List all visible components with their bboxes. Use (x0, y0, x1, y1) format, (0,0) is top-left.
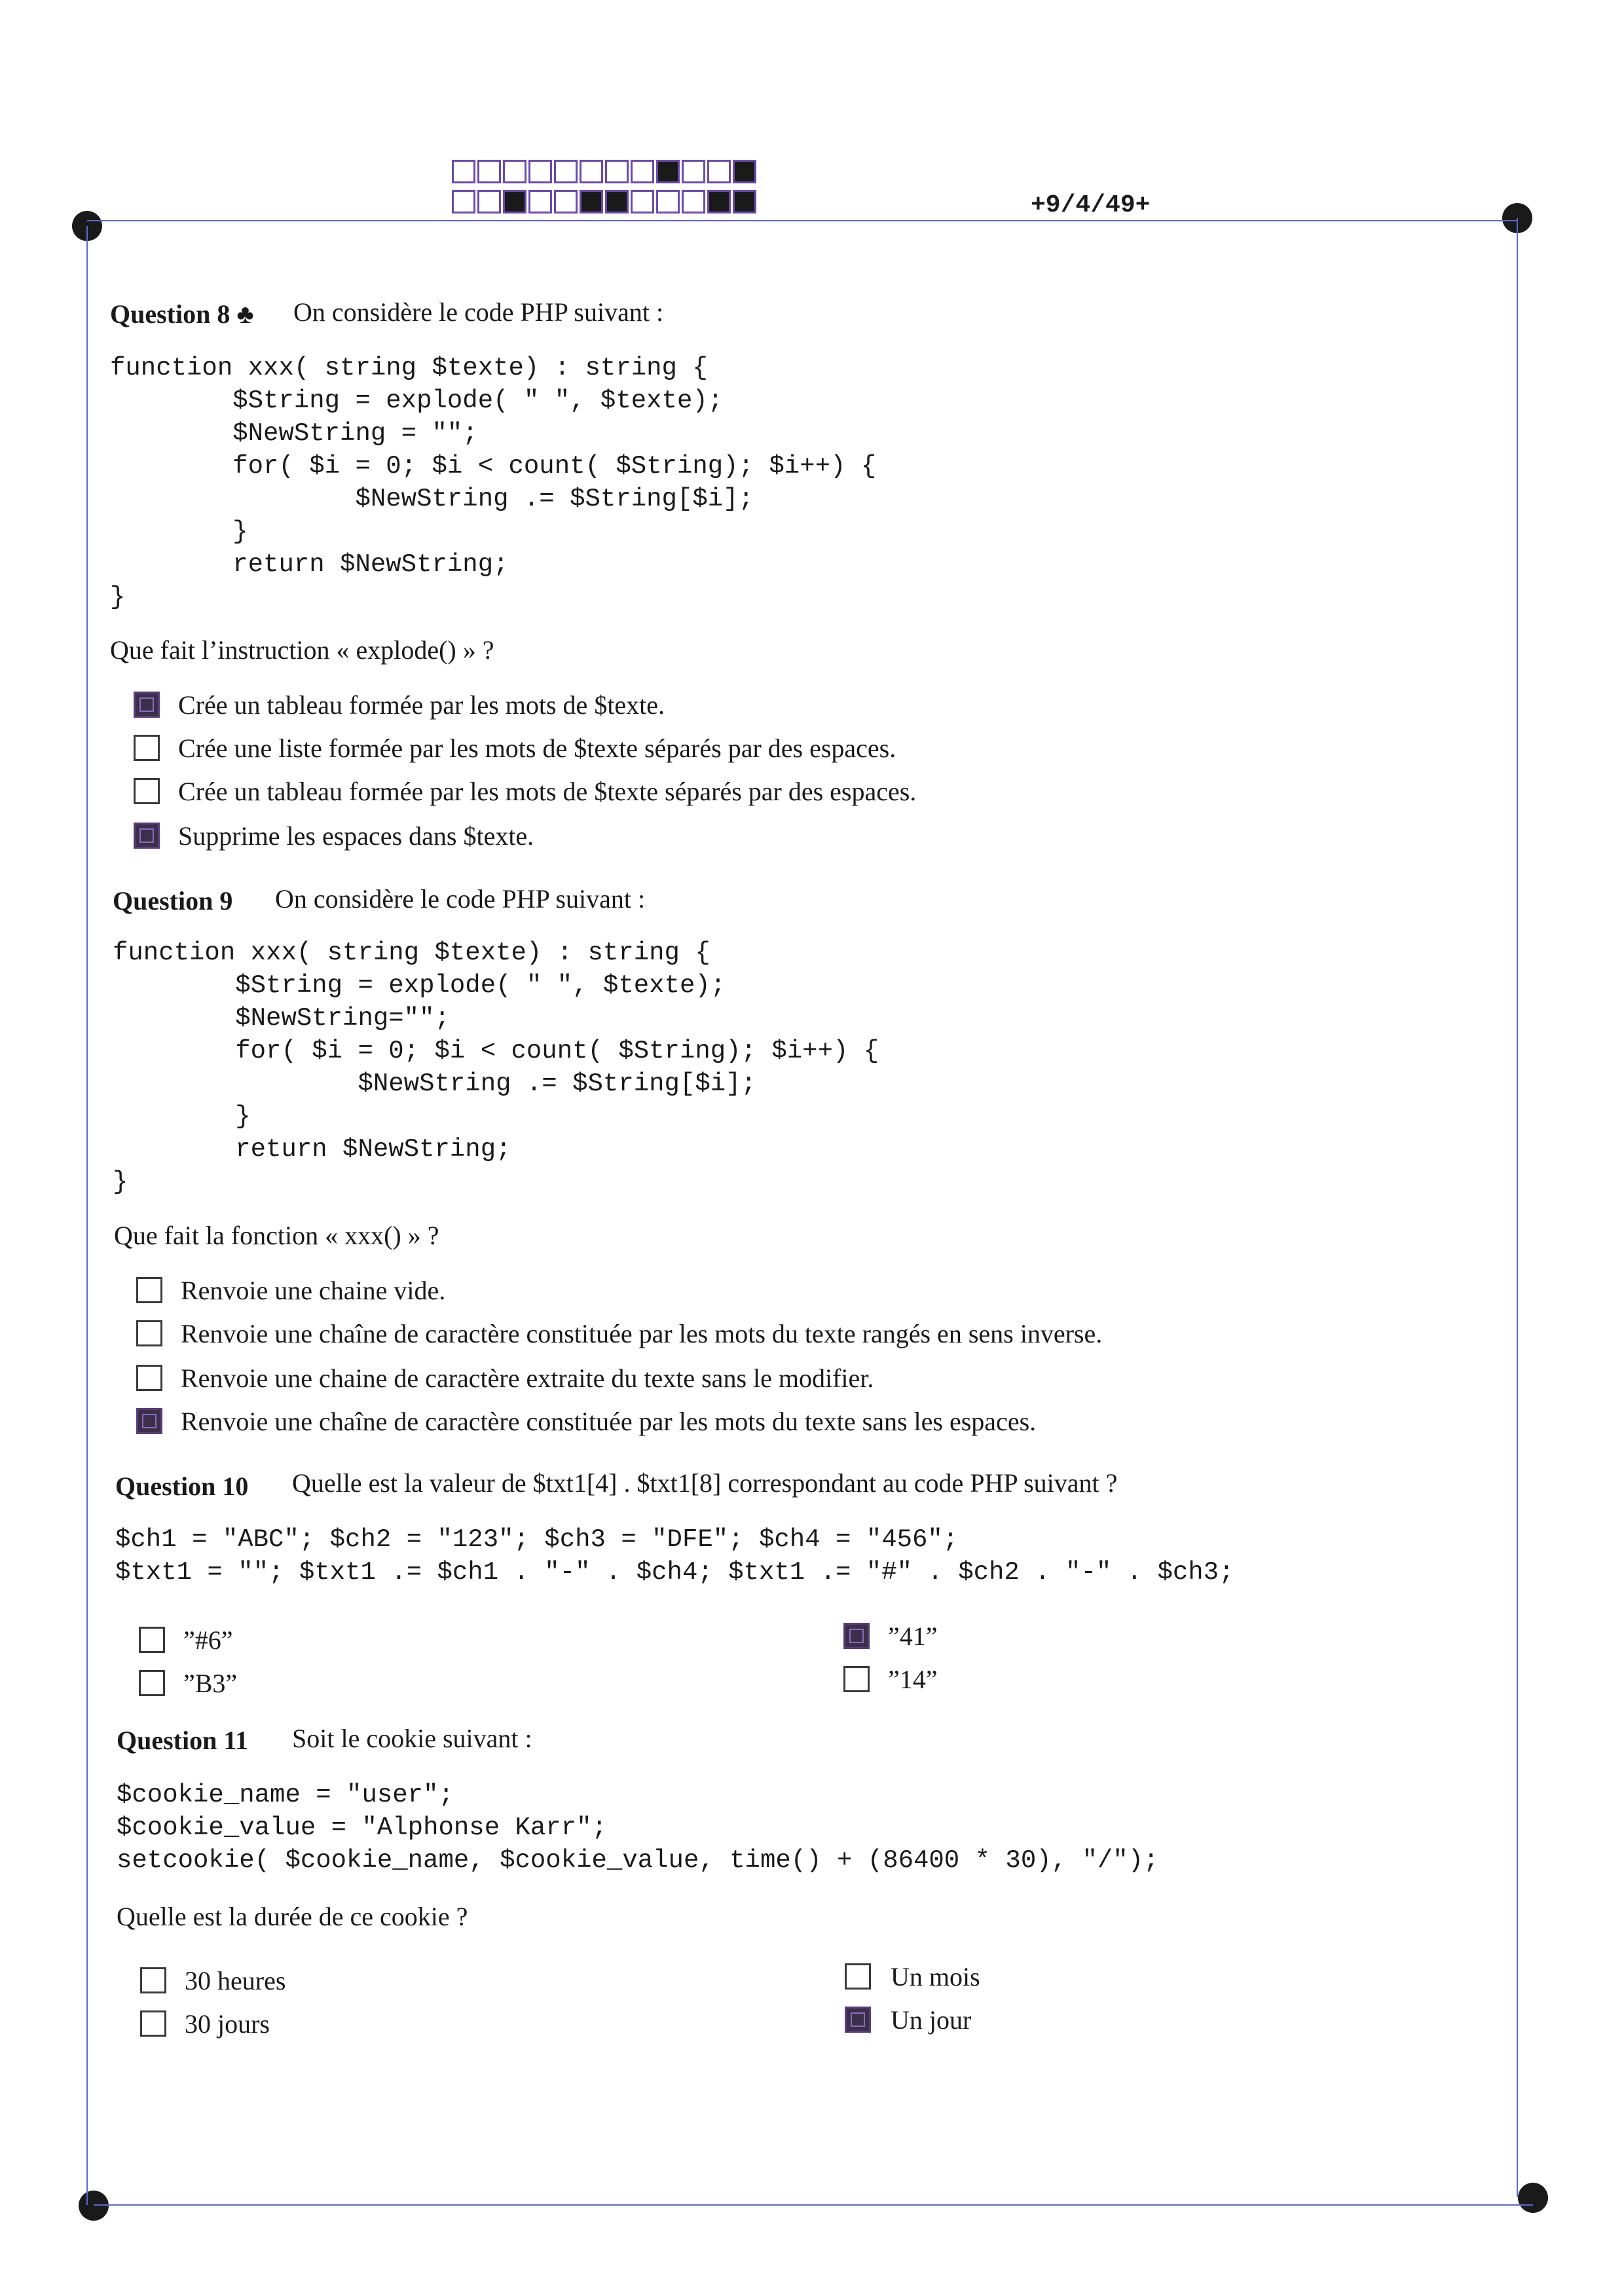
answer-label: 30 jours (185, 2009, 270, 2039)
frame-left (86, 226, 88, 2205)
question-8-label: Question 8 ♣ (110, 299, 254, 329)
barcode-cell (682, 190, 705, 213)
code-line: $NewString .= $String[$i]; (110, 485, 754, 513)
answer-label: 30 heures (185, 1966, 286, 1995)
barcode-cell (477, 190, 501, 213)
question-9-intro: On considère le code PHP suivant : (275, 884, 646, 914)
corner-mark-bottom-left (79, 2191, 109, 2221)
code-line: return $NewString; (110, 550, 509, 579)
code-line: } (110, 583, 126, 612)
answer-checkbox[interactable] (139, 1670, 165, 1696)
frame-bottom (94, 2204, 1533, 2206)
question-9-code (113, 936, 879, 1198)
question-11-label: Question 11 (117, 1726, 249, 1755)
answer-checkbox[interactable] (134, 735, 160, 761)
answer-checkbox[interactable] (140, 1967, 166, 1993)
barcode-cell (554, 190, 578, 213)
barcode-cell (554, 160, 578, 183)
question-11-intro: Soit le cookie suivant : (292, 1724, 532, 1753)
code-line: $cookie_value = "Alphonse Karr"; (117, 1813, 607, 1842)
code-line: $NewString = ""; (110, 419, 478, 448)
barcode-cell (452, 190, 475, 213)
question-9-label: Question 9 (113, 886, 233, 916)
answer-checkbox[interactable] (843, 1623, 870, 1649)
code-line: function xxx( string $texte) : string { (113, 938, 710, 967)
barcode-cell (503, 160, 526, 183)
question-10-code (115, 1523, 1234, 1589)
answer-label: Un mois (891, 1962, 980, 1991)
code-line: $NewString .= $String[$i]; (113, 1069, 756, 1098)
code-line: function xxx( string $texte) : string { (110, 354, 708, 382)
code-line: } (110, 517, 248, 546)
answer-checkbox[interactable] (136, 1277, 162, 1303)
answer-label: Supprime les espaces dans $texte. (178, 821, 534, 851)
code-line: for( $i = 0; $i < count( $String); $i++) { (110, 452, 877, 481)
answer-checkbox[interactable] (136, 1320, 162, 1346)
code-line: $String = explode( " ", $texte); (110, 386, 724, 415)
corner-mark-bottom-right (1518, 2183, 1548, 2213)
page-barcode-row-2 (452, 190, 758, 213)
question-8-prompt: Que fait l’instruction « explode() » ? (110, 635, 494, 665)
answer-label: Renvoie une chaine de caractère extraite du texte sans le modifier. (181, 1363, 874, 1393)
barcode-cell (477, 160, 501, 183)
question-10-intro: Quelle est la valeur de $txt1[4] . $txt1[8] correspondant au code PHP suivant ? (292, 1468, 1118, 1498)
question-10-label: Question 10 (115, 1472, 249, 1501)
answer-label: Crée une liste formée par les mots de $texte séparés par des espaces. (178, 733, 896, 763)
barcode-cell (452, 160, 475, 183)
question-8-code (110, 352, 876, 614)
answer-label: Crée un tableau formée par les mots de $texte. (178, 690, 665, 720)
answer-checkbox[interactable] (845, 1963, 871, 1990)
barcode-cell (580, 190, 603, 213)
answer-label: Crée un tableau formée par les mots de $texte séparés par des espaces. (178, 777, 917, 806)
frame-top (87, 220, 1517, 221)
answer-checkbox[interactable] (136, 1365, 162, 1391)
barcode-cell (656, 190, 680, 213)
answer-checkbox[interactable] (134, 823, 160, 849)
answer-label: Renvoie une chaine vide. (181, 1276, 446, 1305)
barcode-cell (605, 160, 629, 183)
code-line: $ch1 = "ABC"; $ch2 = "123"; $ch3 = "DFE"; $ch4 = "456"; (115, 1525, 959, 1554)
question-8-intro: On considère le code PHP suivant : (293, 297, 664, 327)
code-line: for( $i = 0; $i < count( $String); $i++) { (113, 1037, 879, 1065)
question-11-prompt: Quelle est la durée de ce cookie ? (117, 1902, 468, 1931)
barcode-cell (707, 160, 731, 183)
barcode-cell (733, 160, 756, 183)
answer-checkbox[interactable] (139, 1627, 165, 1653)
code-line: return $NewString; (113, 1135, 511, 1164)
answer-checkbox[interactable] (134, 692, 160, 718)
question-11-code (117, 1779, 1158, 1877)
answer-label: Un jour (891, 2005, 972, 2035)
code-line: $String = explode( " ", $texte); (113, 971, 726, 1000)
frame-right (1517, 218, 1518, 2197)
barcode-cell (682, 160, 705, 183)
answer-label: ”14” (888, 1665, 938, 1694)
code-line: $NewString=""; (113, 1004, 450, 1033)
barcode-cell (503, 190, 526, 213)
page-barcode-row-1 (452, 160, 758, 183)
question-9-prompt: Que fait la fonction « xxx() » ? (114, 1221, 439, 1250)
barcode-cell (528, 160, 552, 183)
code-line: $txt1 = ""; $txt1 .= $ch1 . "-" . $ch4; $txt1 .= "#" . $ch2 . "-" . $ch3; (115, 1558, 1234, 1587)
barcode-cell (631, 160, 654, 183)
barcode-cell (605, 190, 629, 213)
answer-label: ”#6” (183, 1625, 233, 1655)
barcode-cell (656, 160, 680, 183)
barcode-cell (580, 160, 603, 183)
code-line: } (113, 1168, 128, 1196)
answer-checkbox[interactable] (140, 2010, 166, 2037)
answer-label: Renvoie une chaîne de caractère constituée par les mots du texte rangés en sens inverse. (181, 1319, 1103, 1348)
answer-label: Renvoie une chaîne de caractère constituée par les mots du texte sans les espaces. (181, 1407, 1037, 1436)
barcode-cell (707, 190, 731, 213)
barcode-cell (733, 190, 756, 213)
answer-checkbox[interactable] (845, 2007, 871, 2033)
answer-label: ”41” (888, 1621, 938, 1651)
code-line: setcookie( $cookie_name, $cookie_value, time() + (86400 * 30), "/"); (117, 1846, 1159, 1875)
answer-checkbox[interactable] (136, 1408, 162, 1434)
answer-checkbox[interactable] (134, 778, 160, 804)
page-id: +9/4/49+ (1031, 191, 1151, 219)
barcode-cell (631, 190, 654, 213)
barcode-cell (528, 190, 552, 213)
answer-checkbox[interactable] (843, 1666, 870, 1692)
code-line: $cookie_name = "user"; (117, 1781, 454, 1809)
answer-label: ”B3” (183, 1669, 238, 1698)
code-line: } (113, 1102, 251, 1131)
